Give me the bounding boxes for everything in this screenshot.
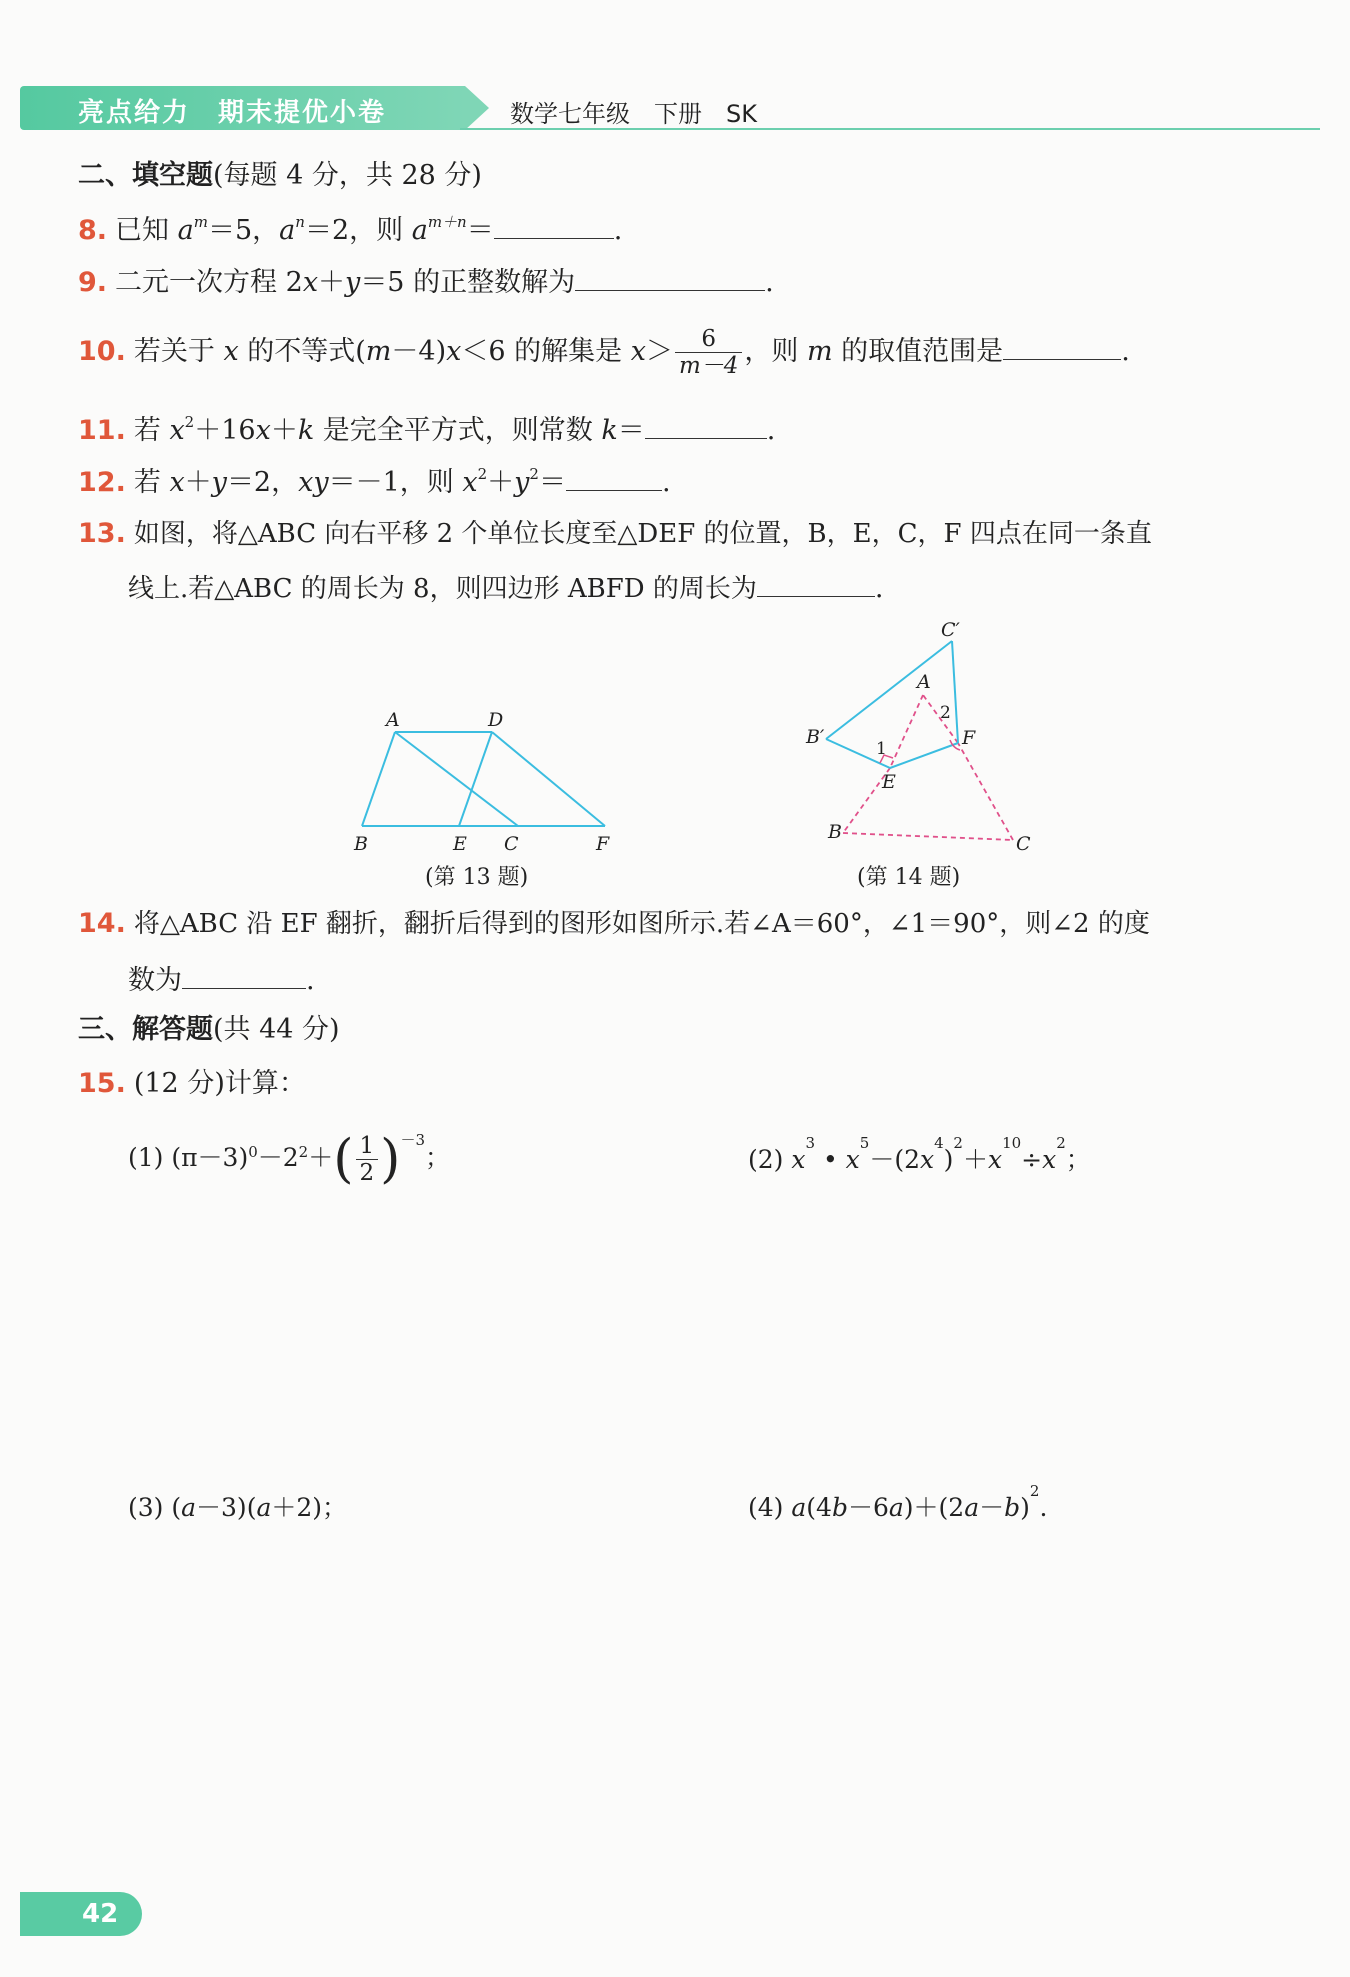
section-heading-solve: 三、解答题(共 44 分) [78,1014,340,1045]
label-B: B [828,821,842,843]
question-15: 15. (12 分)计算： [78,1068,306,1099]
question-15-part-3: (3) (a－3)(a＋2)； [128,1493,348,1522]
label-D: D [488,709,504,731]
fraction: $\frac{6}{m-4}$ [675,326,742,379]
label-E: E [882,771,896,793]
section-heading-fill-blanks: 二、填空题(每题 4 分，共 28 分) [78,160,482,191]
answer-blank[interactable] [575,262,765,291]
question-8: 8. 已知 $a^m=5$，$a^n=2$，则 $a^{m+n}=$ . [78,210,622,249]
answer-blank[interactable] [1003,331,1121,360]
figure-14-caption: (第 14 题) [857,865,961,890]
question-14-line-2: 数为 . [128,960,315,999]
label-F: F [962,727,976,749]
label-C: C [504,833,519,855]
question-9: 9. 二元一次方程 2x＋y＝5 的正整数解为 . [78,262,774,301]
header-rule [460,128,1320,130]
question-15-part-4: (4) $a(4b-6a)+(2a-b)^2$. [748,1482,1048,1522]
question-15-part-1: (1) $(\pi-3)^0-2^2+$( $\frac{1}{2}$ )$^{-3}$； [128,1129,451,1190]
question-13: 13. 如图，将△ABC 向右平移 2 个单位长度至△DEF 的位置，B，E，C，F 四点在同一条直 [78,518,1152,549]
label-A: A [917,671,931,693]
answer-blank[interactable] [566,462,662,491]
page-number: 42 [20,1892,142,1936]
question-13-line-2: 线上.若△ABC 的周长为 8，则四边形 ABFD 的周长为 . [128,568,883,607]
question-14: 14. 将△ABC 沿 EF 翻折，翻折后得到的图形如图所示.若∠A＝60°，∠1＝90°，则∠2 的度 [78,908,1150,939]
figure-13-translation-diagram [340,700,630,860]
figure-13-caption: (第 13 题) [425,865,529,890]
label-B-prime: B′ [806,726,825,748]
question-15-part-2: (2) $x^3$ • $x^5-(2x^4)^2+x^{10}\div x^2$； [748,1134,1091,1174]
label-F: F [596,833,610,855]
subject-title: 数学七年级 下册 SK [510,100,757,128]
question-12: 12. 若 x＋y＝2，xy＝－1，则 $x^2+y^2=$ . [78,462,671,501]
label-E: E [453,833,467,855]
answer-blank[interactable] [645,410,767,439]
question-10: 10. 若关于 x 的不等式(m－4)x＜6 的解集是 x＞ $\frac{6}{m-4}$ ，则 m 的取值范围是 . [78,326,1130,379]
label-angle-1: 1 [876,739,887,759]
question-11: 11. 若 $x^2+16x+k$ 是完全平方式，则常数 k＝ . [78,410,775,449]
series-title: 亮点给力 期末提优小卷 [78,98,387,128]
figure-14-fold-diagram [800,618,1050,858]
label-A: A [386,709,400,731]
answer-blank[interactable] [494,210,614,239]
answer-blank[interactable] [757,568,875,597]
label-C: C [1016,833,1031,855]
answer-blank[interactable] [182,960,306,989]
label-C-prime: C′ [941,619,960,641]
fraction-one-half: $\frac{1}{2}$ [356,1133,379,1186]
label-angle-2: 2 [940,703,951,723]
label-B: B [354,833,368,855]
